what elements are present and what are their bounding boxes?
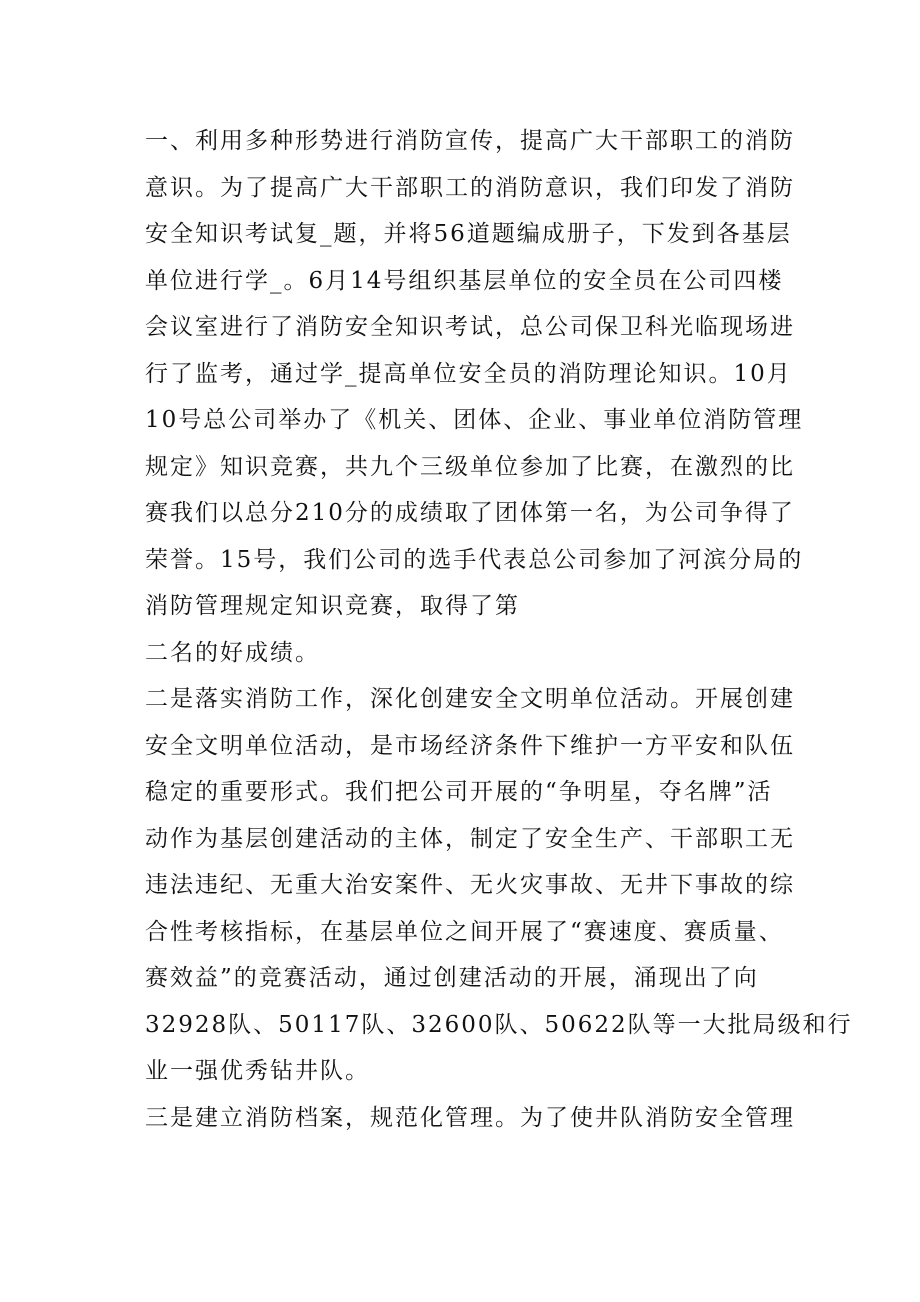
text-line: 规定》知识竞赛，共九个三级单位参加了比赛，在激烈的比 [145,453,795,480]
text-line: 一、利用多种形势进行消防宣传，提高广大干部职工的消防 [145,128,795,154]
text-line: 32928队、50117队、32600队、50622队等一大批局级和行 [145,1011,853,1038]
text-line: 违法违纪、无重大治安案件、无火灾事故、无井下事故的综 [145,872,795,898]
text-line: 三是建立消防档案，规范化管理。为了使井队消防安全管理 [145,1104,795,1131]
document-body [145,118,853,1141]
text-line: 二名的好成绩。 [145,639,320,666]
text-line: 行了监考，通过学_提高单位安全员的消防理论知识。10月 [145,360,792,387]
text-line: 安全文明单位活动，是市场经济条件下维护一方平安和队伍 [145,732,795,759]
text-line: 赛效益”的竞赛活动，通过创建活动的开展，涌现出了向 [145,965,759,991]
text-line: 会议室进行了消防安全知识考试，总公司保卫科光临现场进 [145,314,795,340]
text-line: 意识。为了提高广大干部职工的消防意识，我们印发了消防 [145,174,795,201]
text-line: 业一强优秀钻井队。 [145,1058,370,1084]
text-line: 动作为基层创建活动的主体，制定了安全生产、干部职工无 [145,825,795,852]
text-line: 赛我们以总分210分的成绩取了团体第一名，为公司争得了 [145,500,795,526]
text-line: 合性考核指标，在基层单位之间开展了“赛速度、赛质量、 [145,918,784,945]
text-line: 安全知识考试复_题，并将56道题编成册子，下发到各基层 [145,221,792,247]
text-line: 稳定的重要形式。我们把公司开展的“争明星，夺名牌”活 [145,779,773,805]
text-line: 单位进行学_。6月14号组织基层单位的安全员在公司四楼 [145,267,784,294]
text-line: 10号总公司举办了《机关、团体、企业、事业单位消防管理 [145,407,804,433]
text-line: 消防管理规定知识竞赛，取得了第 [145,593,520,619]
text-line: 二是落实消防工作，深化创建安全文明单位活动。开展创建 [145,686,795,712]
text-line: 荣誉。15号，我们公司的选手代表总公司参加了河滨分局的 [145,546,804,573]
